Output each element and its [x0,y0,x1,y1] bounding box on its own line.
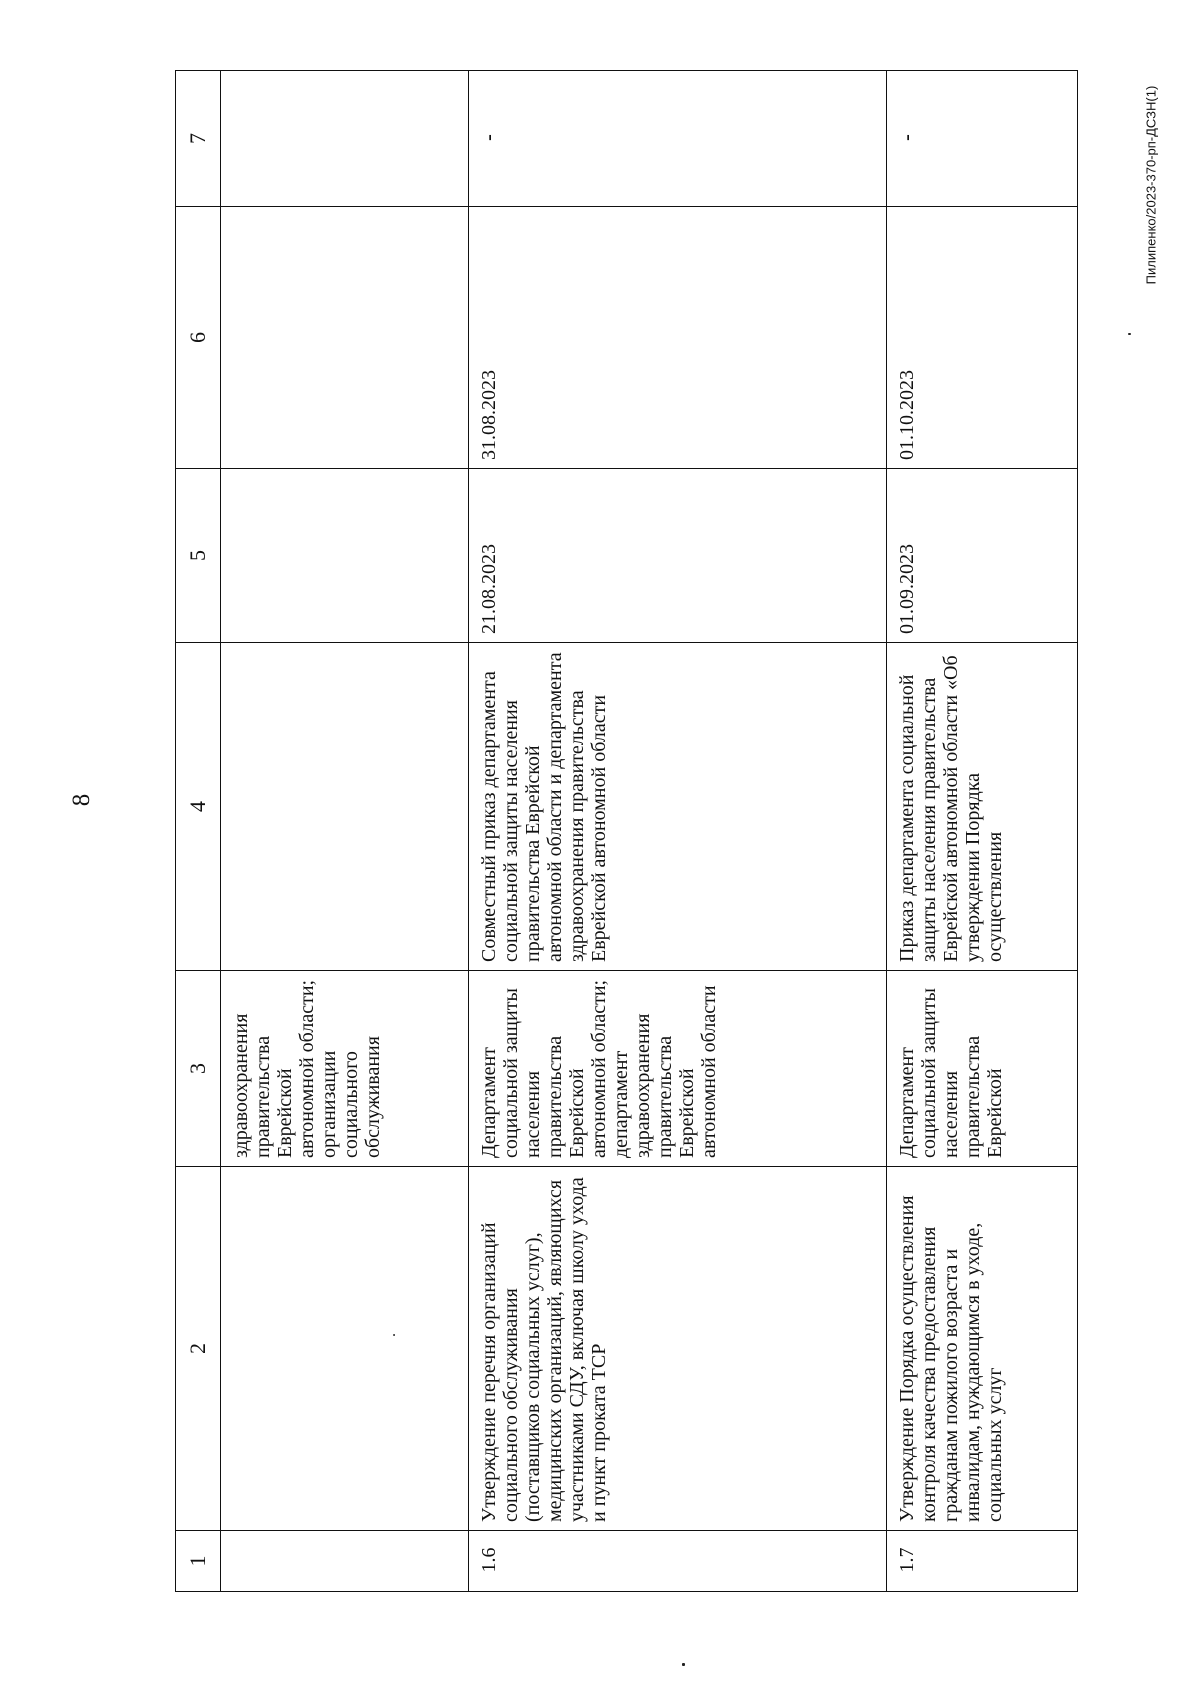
row-number [221,1531,469,1592]
start-date-cell: 21.08.2023 [469,469,887,643]
scan-speck [1128,333,1131,335]
end-date-cell: 01.10.2023 [887,207,1078,469]
note-dash: - [478,134,500,141]
task-name-cell: Утверждение перечня организаций социального обслуживания (поставщиков социальных услуг), медицинских организаций, являющихся участниками СДУ, включая школу ухода и пункт проката ТСР [469,1167,887,1531]
end-date-cell [221,207,469,469]
document-cell: Совместный приказ департамента социальной защиты населения правительства Еврейской автономной области и департамента здравоохранения правительства Еврейской автономной области [469,643,887,971]
row-number: 1.6 [469,1531,887,1592]
document-code: Пилипенко/2023-370-рп-ДСЗН(1) [1143,85,1159,285]
table-row [221,71,469,1592]
note-dash: - [896,134,918,141]
note-cell [221,71,469,207]
header-cell-7: 7 [176,71,221,207]
header-cell-4: 4 [176,643,221,971]
scan-dot: . [382,1333,399,1337]
header-row [176,71,221,1592]
plan-table [175,71,1077,1592]
document-cell [221,643,469,971]
header-cell-6: 6 [176,207,221,469]
start-date-cell: 01.09.2023 [887,469,1078,643]
table-row [469,71,887,1592]
header-cell-1: 1 [176,1531,221,1592]
header-cell-5: 5 [176,469,221,643]
task-name-cell [221,1167,469,1531]
scan-speck [682,1663,685,1666]
note-cell [469,71,887,207]
table-row [887,71,1078,1592]
executor-cell: Департамент социальной защиты населения правительства Еврейской автономной области; департамент здравоохранения правительства Еврейской автономной области [469,971,887,1167]
task-name-cell: Утверждение Порядка осуществления контроля качества предоставления гражданам пожилого возраста и инвалидам, нуждающимся в уходе, социальных услуг [887,1167,1078,1531]
start-date-cell [221,469,469,643]
page-number: 8 [68,793,95,807]
header-cell-3: 3 [176,971,221,1167]
executor-cell: здравоохранения правительства Еврейской автономной области; организации социального обслуживания [221,971,469,1167]
row-number: 1.7 [887,1531,1078,1592]
end-date-cell: 31.08.2023 [469,207,887,469]
header-cell-2: 2 [176,1167,221,1531]
document-cell: Приказ департамента социальной защиты населения правительства Еврейской автономной области «Об утверждении Порядка осуществления [887,643,1078,971]
note-cell [887,71,1078,207]
executor-cell: Департамент социальной защиты населения правительства Еврейской [887,971,1078,1167]
